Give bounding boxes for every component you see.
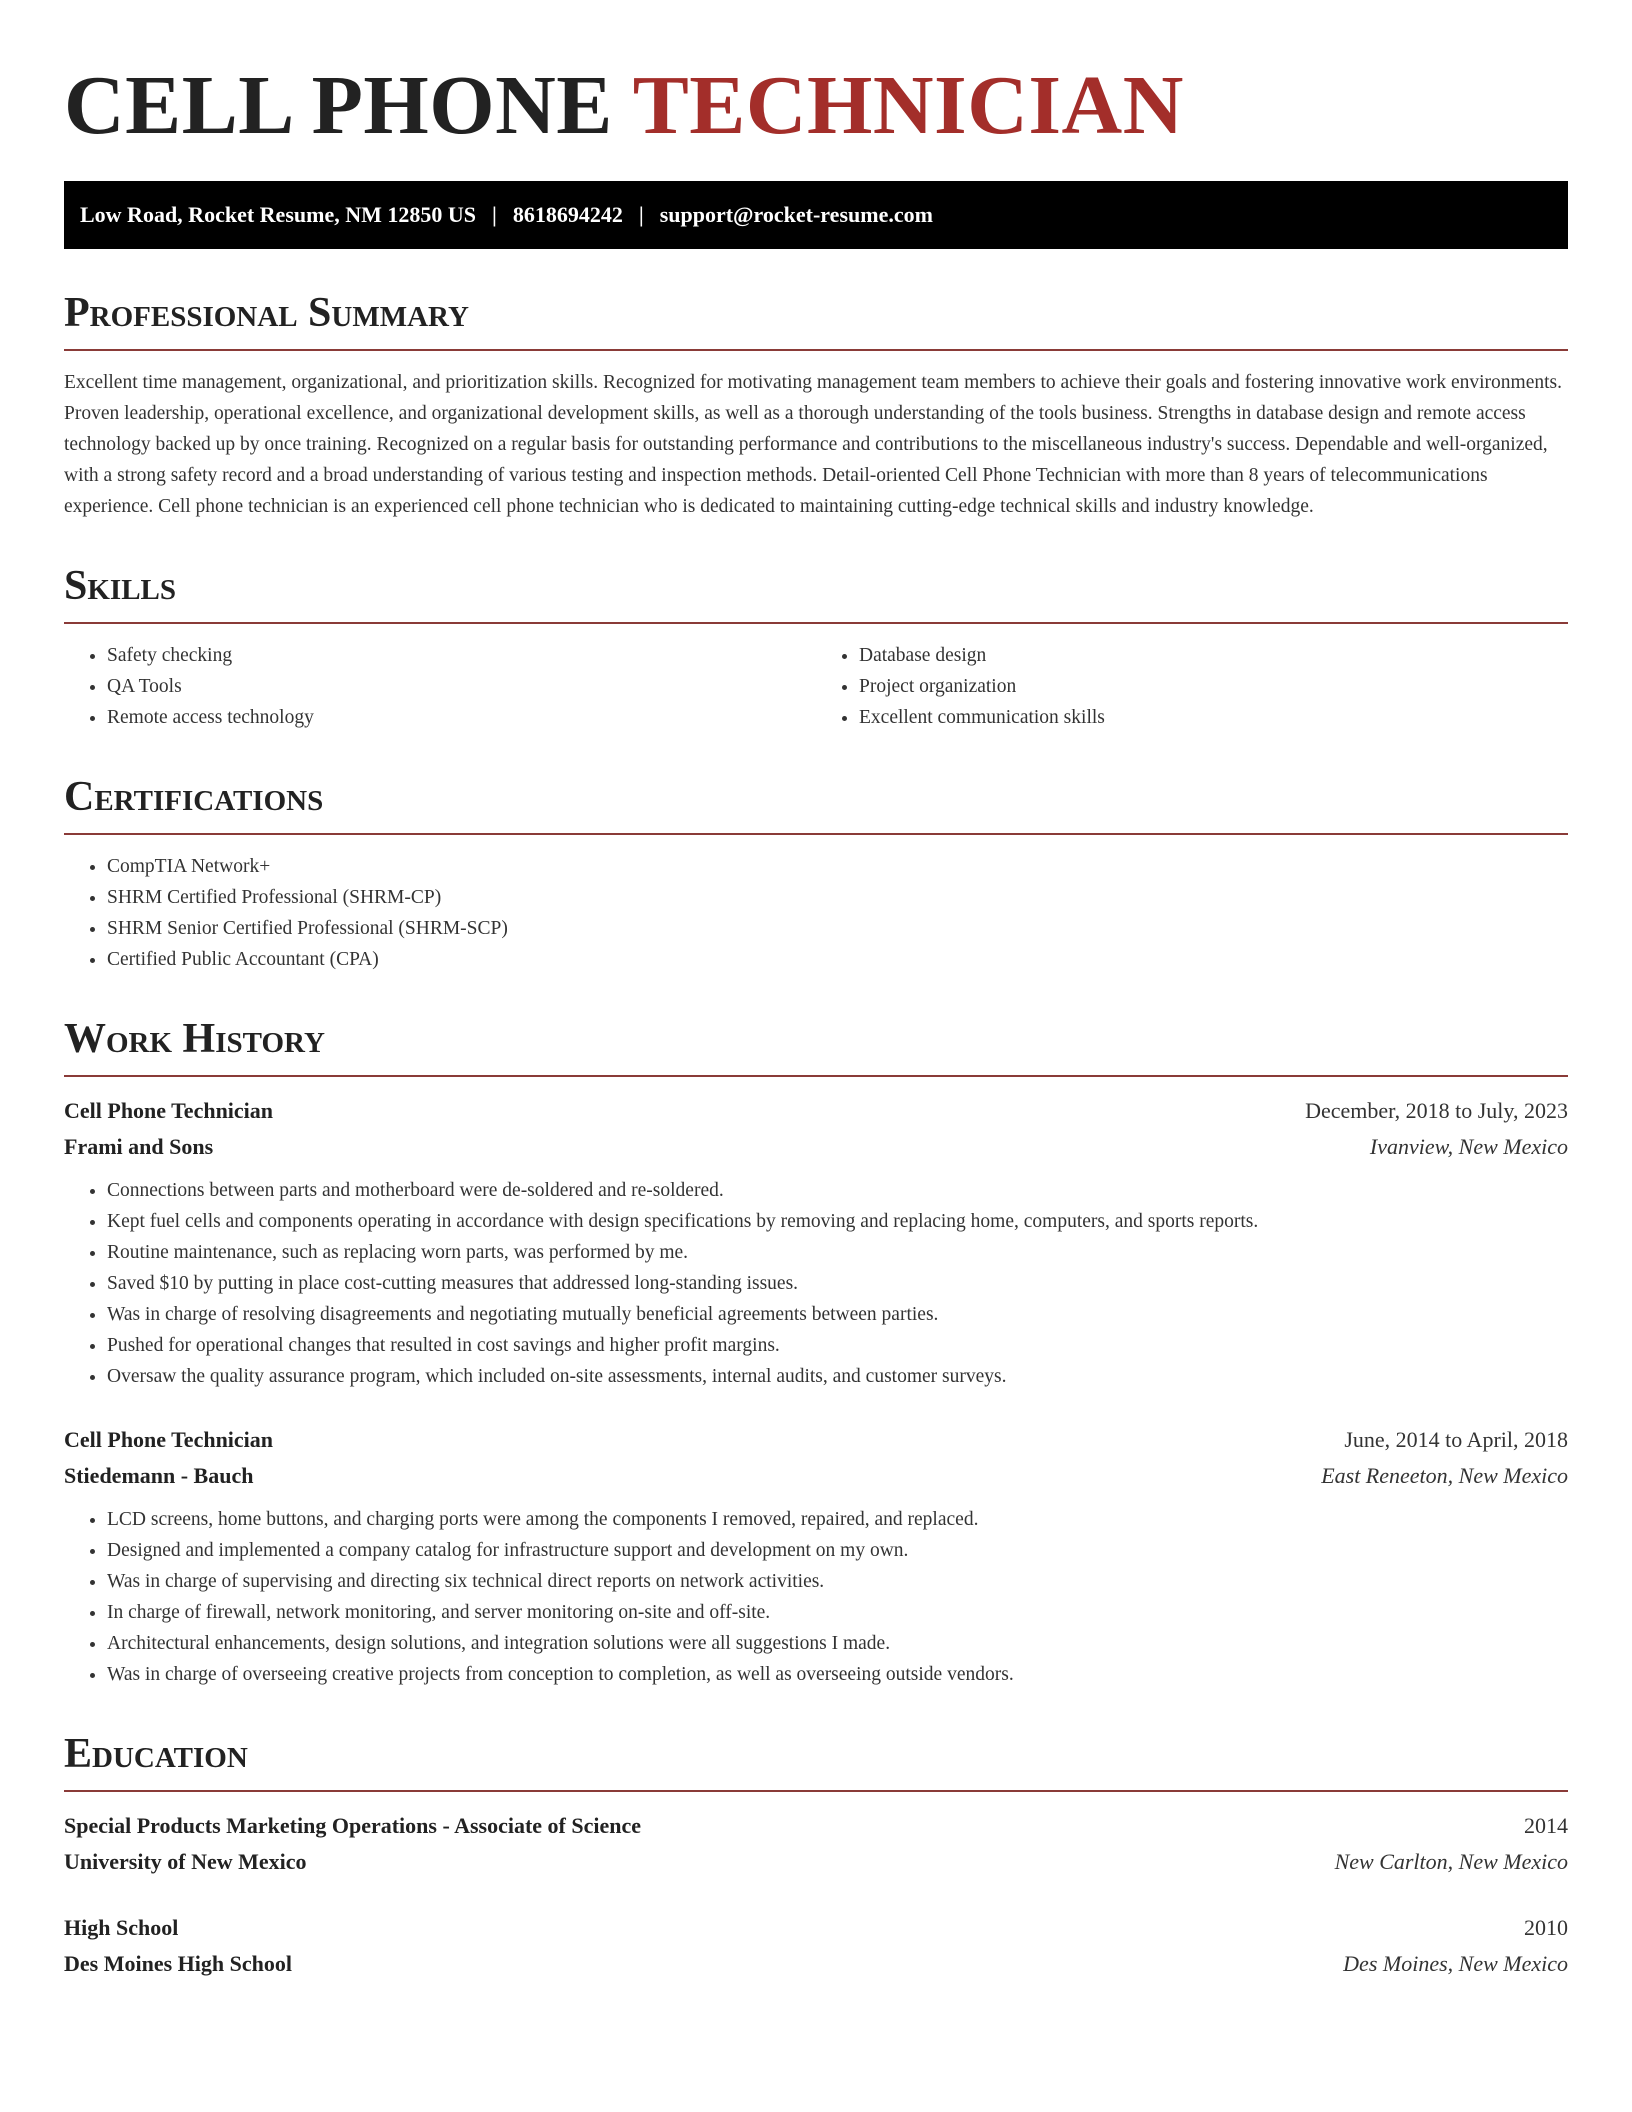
job-company: Frami and Sons [64,1134,214,1160]
certification-item: • CompTIA Network+ [107,851,1568,882]
contact-email: support@rocket-resume.com [659,201,933,227]
skill-item: • Remote access technology [107,702,816,733]
job-location: Ivanview, New Mexico [1369,1134,1568,1160]
skill-item: • Database design [859,640,1568,671]
summary-section [64,291,1568,522]
summary-text: Excellent time management, organizational, and prioritization skills. Recognized for motivating management team members to achieve their goals and fostering innovative work environments. Proven leadership, operational excellence, and organizational development skills, as well as a thorough understanding of the tools business. Strengths in database design and remote access technology backed up by once training. Recognized on a regular basis for outstanding performance and contributions to the miscellaneous industry's success. Dependable and well-organized, with a strong safety record and a broad understanding of various testing and inspection methods. Detail-oriented Cell Phone Technician with more than 8 years of telecommunications experience. Cell phone technician is an experienced cell phone technician who is dedicated to maintaining cutting-edge technical skills and industry knowledge. [64,371,1562,517]
education-year: 2014 [1524,1813,1568,1839]
job-bullet: • Routine maintenance, such as replacing worn parts, was performed by me. [107,1237,1568,1268]
education-school: Des Moines High School [64,1951,292,1977]
contact-phone: 8618694242 [512,201,623,227]
job-header-row [64,1422,1568,1458]
work-title: Work History [64,1016,325,1063]
skills-title: Skills [64,562,177,609]
job-company-row [64,1458,1568,1494]
job-bullet: • Kept fuel cells and components operating in accordance with design specifications by removing and replacing home, computers, and sports reports. [107,1206,1568,1237]
job-entry [64,1422,1568,1690]
education-header-row [64,1910,1568,1946]
skills-grid [64,640,1568,733]
education-school-row [64,1844,1568,1880]
job-location: East Reneeton, New Mexico [1321,1463,1568,1489]
job-bullet: • Pushed for operational changes that resulted in cost savings and higher profit margins. [107,1330,1568,1361]
resume-name [64,56,1568,157]
skill-item: • Excellent communication skills [859,702,1568,733]
job-bullets [64,1504,1568,1690]
job-dates: December, 2018 to July, 2023 [1305,1098,1568,1124]
certification-item: • SHRM Certified Professional (SHRM-CP) [107,882,1568,913]
contact-separator: | [638,201,644,227]
skills-list-right [816,640,1568,733]
job-title: Cell Phone Technician [64,1427,274,1453]
job-bullet: • Was in charge of resolving disagreements and negotiating mutually beneficial agreements between parties. [107,1299,1568,1330]
job-bullet: • Connections between parts and motherboard were de-soldered and re-soldered. [107,1175,1568,1206]
education-school: University of New Mexico [64,1849,307,1875]
education-degree: High School [64,1915,179,1941]
certifications-list [64,851,1568,975]
section-divider [64,622,1568,624]
education-location: New Carlton, New Mexico [1334,1849,1568,1875]
education-year: 2010 [1524,1915,1568,1941]
education-location: Des Moines, New Mexico [1343,1951,1568,1977]
section-divider [64,833,1568,835]
section-divider [64,1075,1568,1077]
job-bullet: • Was in charge of overseeing creative projects from conception to completion, as well as overseeing outside vendors. [107,1659,1568,1690]
contact-address: Low Road, Rocket Resume, NM 12850 US [80,201,476,227]
job-dates: June, 2014 to April, 2018 [1344,1427,1568,1453]
education-degree: Special Products Marketing Operations - Associate of Science [64,1813,642,1839]
job-header-row [64,1093,1568,1129]
certifications-title: Certifications [64,773,324,820]
job-entry [64,1093,1568,1392]
job-company: Stiedemann - Bauch [64,1463,254,1489]
job-bullet: • Oversaw the quality assurance program, which included on-site assessments, internal audits, and customer surveys. [107,1361,1568,1392]
section-divider [64,1790,1568,1792]
job-bullet: • Saved $10 by putting in place cost-cutting measures that addressed long-standing issues. [107,1268,1568,1299]
skill-item: • Project organization [859,671,1568,702]
education-title: Education [64,1731,248,1778]
skills-list-left [64,640,816,733]
job-title: Cell Phone Technician [64,1098,274,1124]
skill-item: • Safety checking [107,640,816,671]
certifications-section [64,775,1568,975]
education-section [64,1732,1568,1982]
work-section [64,1017,1568,1690]
contact-separator: | [491,201,497,227]
education-school-row [64,1946,1568,1982]
job-bullets [64,1175,1568,1392]
education-entry [64,1910,1568,1982]
education-entry [64,1808,1568,1880]
job-bullet: • Was in charge of supervising and directing six technical direct reports on network activities. [107,1566,1568,1597]
education-header-row [64,1808,1568,1844]
skills-section [64,564,1568,733]
job-company-row [64,1129,1568,1165]
name-part-2: TECHNICIAN [632,59,1184,152]
job-bullet: • In charge of firewall, network monitoring, and server monitoring on-site and off-site. [107,1597,1568,1628]
summary-title: Professional Summary [64,289,469,336]
job-bullet: • Designed and implemented a company catalog for infrastructure support and development on my own. [107,1535,1568,1566]
section-divider [64,349,1568,351]
job-bullet: • Architectural enhancements, design solutions, and integration solutions were all suggestions I made. [107,1628,1568,1659]
contact-bar [64,181,1568,249]
name-part-1: CELL PHONE [64,59,613,152]
job-bullet: • LCD screens, home buttons, and charging ports were among the components I removed, repaired, and replaced. [107,1504,1568,1535]
skill-item: • QA Tools [107,671,816,702]
certification-item: • SHRM Senior Certified Professional (SHRM-SCP) [107,913,1568,944]
certification-item: • Certified Public Accountant (CPA) [107,944,1568,975]
